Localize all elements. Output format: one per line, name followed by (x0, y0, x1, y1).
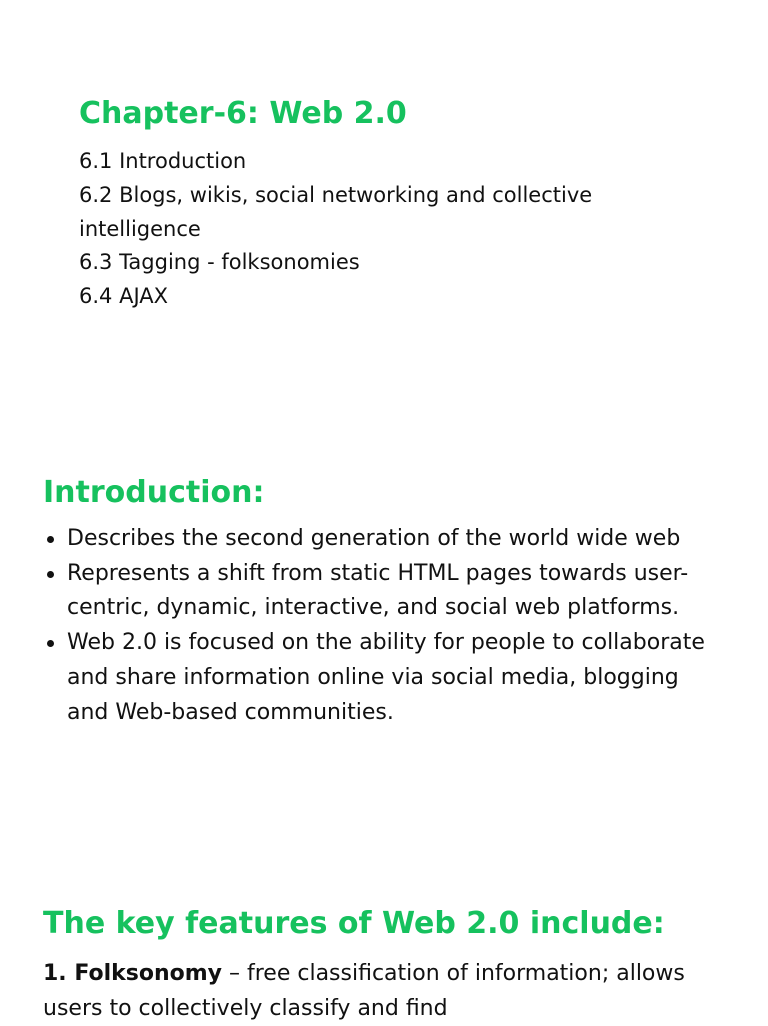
toc-item: 6.2 Blogs, wikis, social networking and collective intelligence (79, 182, 593, 241)
list-item-text: Describes the second generation of the world wide web (67, 526, 681, 551)
toc-item: 6.1 Introduction (79, 149, 247, 173)
toc-item: 6.3 Tagging - folksonomies (79, 250, 360, 275)
bullet-icon (47, 571, 54, 578)
bullet-icon (47, 640, 54, 647)
introduction-heading: Introduction: (43, 475, 265, 510)
list-item (43, 557, 723, 626)
feature-item-folksonomy (43, 957, 733, 1026)
list-item (43, 626, 723, 730)
feature-term: 1. Folksonomy (43, 961, 222, 986)
features-heading: The key features of Web 2.0 include: (43, 906, 665, 941)
table-of-contents (79, 145, 699, 314)
bullet-icon (47, 536, 54, 543)
toc-item: 6.4 AJAX (79, 284, 169, 309)
list-item-text: Represents a shift from static HTML pages towards user-centric, dynamic, interactive, and social web platforms. (67, 560, 689, 621)
list-item (43, 522, 723, 557)
chapter-title: Chapter-6: Web 2.0 (79, 96, 407, 131)
introduction-bullet-list (43, 522, 723, 730)
list-item-text: Web 2.0 is focused on the ability for people to collaborate and share information online via social media, blogging and Web-based communities. (67, 630, 705, 725)
feature-description: – free classification of information; allows users to collectively classify and find (43, 961, 685, 1021)
